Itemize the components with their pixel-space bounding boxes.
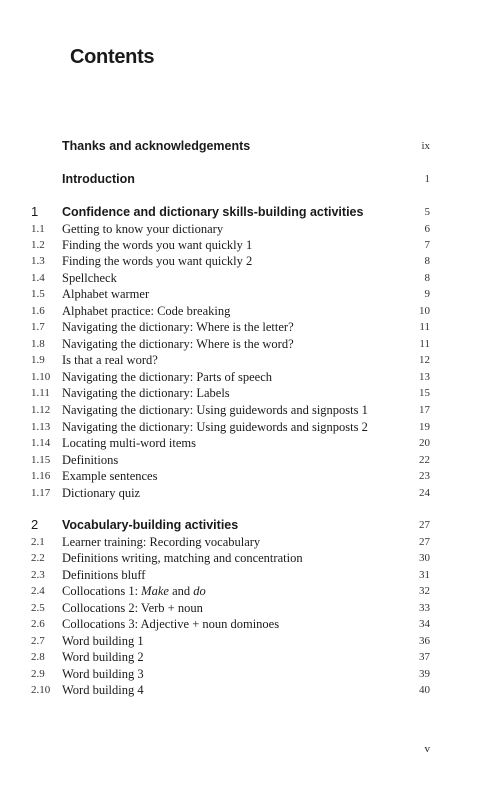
toc-entry-number: 1.17 <box>31 487 51 499</box>
toc-entry-number: 1.16 <box>31 470 51 482</box>
toc-entry-number: 2.5 <box>31 602 45 614</box>
toc-entry-title: Navigating the dictionary: Using guidewords and signposts 1 <box>62 403 368 417</box>
toc-entry-number: 1.1 <box>31 223 45 235</box>
toc-entry-number: 2.8 <box>31 651 45 663</box>
toc-entry-title: Definitions bluff <box>62 568 146 582</box>
toc-entry-page: 1 <box>424 173 430 185</box>
toc-entry-title: Navigating the dictionary: Labels <box>62 386 230 400</box>
toc-chapter-heading[interactable] <box>0 204 500 220</box>
title-text: and <box>168 584 194 598</box>
toc-entry-page: 12 <box>419 354 430 366</box>
toc-entry-number: 1.2 <box>31 239 45 251</box>
toc-entry-page: 37 <box>419 651 430 663</box>
toc-entry[interactable] <box>0 485 500 501</box>
toc-entry-title: Word building 3 <box>62 667 144 681</box>
toc-entry[interactable] <box>0 303 500 319</box>
toc-entry-title <box>62 583 206 599</box>
toc-entry[interactable] <box>0 435 500 451</box>
chapter-number: 1 <box>31 204 39 219</box>
toc-entry[interactable] <box>0 666 500 682</box>
toc-entry-title: Alphabet practice: Code breaking <box>62 304 231 318</box>
toc-entry[interactable] <box>0 270 500 286</box>
toc-entry-page: 7 <box>424 239 430 251</box>
chapter-title: Confidence and dictionary skills-building activities <box>62 205 364 219</box>
toc-entry[interactable] <box>0 253 500 269</box>
toc-entry[interactable] <box>0 221 500 237</box>
toc-entry-page: 6 <box>424 223 430 235</box>
toc-entry-number: 1.15 <box>31 454 51 466</box>
toc-entry-title: Word building 2 <box>62 650 144 664</box>
toc-entry-title: Word building 1 <box>62 634 144 648</box>
toc-entry[interactable] <box>0 452 500 468</box>
toc-entry-number: 1.14 <box>31 437 51 449</box>
toc-entry-page: 9 <box>424 288 430 300</box>
toc-entry-page: 24 <box>419 487 430 499</box>
chapter-page: 5 <box>424 206 430 218</box>
toc-entry-page: 17 <box>419 404 430 416</box>
toc-entry-title: Spellcheck <box>62 271 117 285</box>
toc-entry-title: Definitions writing, matching and concentration <box>62 551 303 565</box>
toc-entry-title: Dictionary quiz <box>62 486 141 500</box>
toc-entry-title: Alphabet warmer <box>62 287 150 301</box>
toc-entry-page: 40 <box>419 684 430 696</box>
toc-entry-title: Collocations 3: Adjective + noun dominoes <box>62 617 280 631</box>
toc-entry-page: 30 <box>419 552 430 564</box>
toc-entry-title: Finding the words you want quickly 2 <box>62 254 253 268</box>
toc-front-matter-item[interactable] <box>0 171 500 187</box>
toc-entry[interactable] <box>0 402 500 418</box>
title-emphasis: Make <box>141 584 169 598</box>
toc-entry-page: 8 <box>424 272 430 284</box>
toc-entry-number: 2.7 <box>31 635 45 647</box>
toc-entry-page: 15 <box>419 387 430 399</box>
toc-entry-number: 2.2 <box>31 552 45 564</box>
toc-entry-number: 2.1 <box>31 536 45 548</box>
toc-entry-page: 22 <box>419 454 430 466</box>
toc-entry-title: Navigating the dictionary: Parts of speech <box>62 370 273 384</box>
toc-entry-number: 1.13 <box>31 421 51 433</box>
toc-entry[interactable] <box>0 419 500 435</box>
toc-entry-number: 1.12 <box>31 404 51 416</box>
toc-entry-page: 32 <box>419 585 430 597</box>
toc-entry-page: 10 <box>419 305 430 317</box>
toc-entry[interactable] <box>0 336 500 352</box>
toc-front-matter-item[interactable] <box>0 138 500 154</box>
toc-entry-page: 34 <box>419 618 430 630</box>
toc-entry-page: 20 <box>419 437 430 449</box>
toc-entry-number: 1.3 <box>31 255 45 267</box>
toc-entry-title: Example sentences <box>62 469 158 483</box>
toc-entry-number: 2.6 <box>31 618 45 630</box>
toc-entry[interactable] <box>0 319 500 335</box>
page-folio: v <box>424 743 430 755</box>
toc-entry-page: 27 <box>419 536 430 548</box>
toc-entry-page: 23 <box>419 470 430 482</box>
toc-entry-page: 8 <box>424 255 430 267</box>
toc-entry-number: 1.9 <box>31 354 45 366</box>
page-title: Contents <box>70 46 155 68</box>
toc-entry-page: ix <box>421 140 430 152</box>
toc-entry-title: Thanks and acknowledgements <box>62 139 251 153</box>
toc-entry[interactable] <box>0 616 500 632</box>
title-text: Collocations 1: <box>62 584 142 598</box>
toc-entry-title: Word building 4 <box>62 683 144 697</box>
toc-entry-page: 11 <box>419 321 430 333</box>
toc-entry[interactable] <box>0 352 500 368</box>
toc-entry-number: 2.9 <box>31 668 45 680</box>
toc-chapter-heading[interactable] <box>0 517 500 533</box>
toc-entry[interactable] <box>0 567 500 583</box>
toc-entry-title: Collocations 2: Verb + noun <box>62 601 203 615</box>
toc-entry-page: 33 <box>419 602 430 614</box>
toc-entry-title: Navigating the dictionary: Using guidewords and signposts 2 <box>62 420 368 434</box>
toc-entry[interactable] <box>0 600 500 616</box>
toc-entry-page: 13 <box>419 371 430 383</box>
toc-entry-page: 31 <box>419 569 430 581</box>
toc-entry-number: 1.5 <box>31 288 45 300</box>
toc-entry-page: 19 <box>419 421 430 433</box>
toc-entry[interactable] <box>0 682 500 698</box>
chapter-number: 2 <box>31 517 39 532</box>
toc-entry-number: 1.4 <box>31 272 45 284</box>
toc-entry[interactable] <box>0 286 500 302</box>
toc-entry-title: Navigating the dictionary: Where is the word? <box>62 337 294 351</box>
toc-entry[interactable] <box>0 583 500 599</box>
toc-entry-number: 1.8 <box>31 338 45 350</box>
toc-entry-number: 1.6 <box>31 305 45 317</box>
toc-entry-number: 2.10 <box>31 684 51 696</box>
toc-entry[interactable] <box>0 649 500 665</box>
toc-entry-title: Navigating the dictionary: Where is the letter? <box>62 320 294 334</box>
title-emphasis: do <box>193 584 206 598</box>
toc-entry-number: 1.7 <box>31 321 45 333</box>
toc-entry-page: 11 <box>419 338 430 350</box>
toc-entry-number: 1.11 <box>31 387 50 399</box>
chapter-page: 27 <box>419 519 430 531</box>
toc-entry[interactable] <box>0 550 500 566</box>
toc-entry-title: Locating multi-word items <box>62 436 197 450</box>
toc-entry-title: Finding the words you want quickly 1 <box>62 238 253 252</box>
toc-entry-title: Getting to know your dictionary <box>62 222 224 236</box>
toc-entry-number: 2.4 <box>31 585 45 597</box>
toc-entry[interactable] <box>0 633 500 649</box>
toc-entry-page: 39 <box>419 668 430 680</box>
toc-entry[interactable] <box>0 385 500 401</box>
toc-entry[interactable] <box>0 237 500 253</box>
chapter-title: Vocabulary-building activities <box>62 518 239 532</box>
toc-entry[interactable] <box>0 534 500 550</box>
toc-entry-page: 36 <box>419 635 430 647</box>
toc-entry-number: 1.10 <box>31 371 51 383</box>
toc-entry-title: Introduction <box>62 172 135 186</box>
toc-entry[interactable] <box>0 369 500 385</box>
toc-entry[interactable] <box>0 468 500 484</box>
toc-entry-title: Is that a real word? <box>62 353 158 367</box>
toc-entry-title: Definitions <box>62 453 119 467</box>
toc-entry-title: Learner training: Recording vocabulary <box>62 535 261 549</box>
toc-entry-number: 2.3 <box>31 569 45 581</box>
